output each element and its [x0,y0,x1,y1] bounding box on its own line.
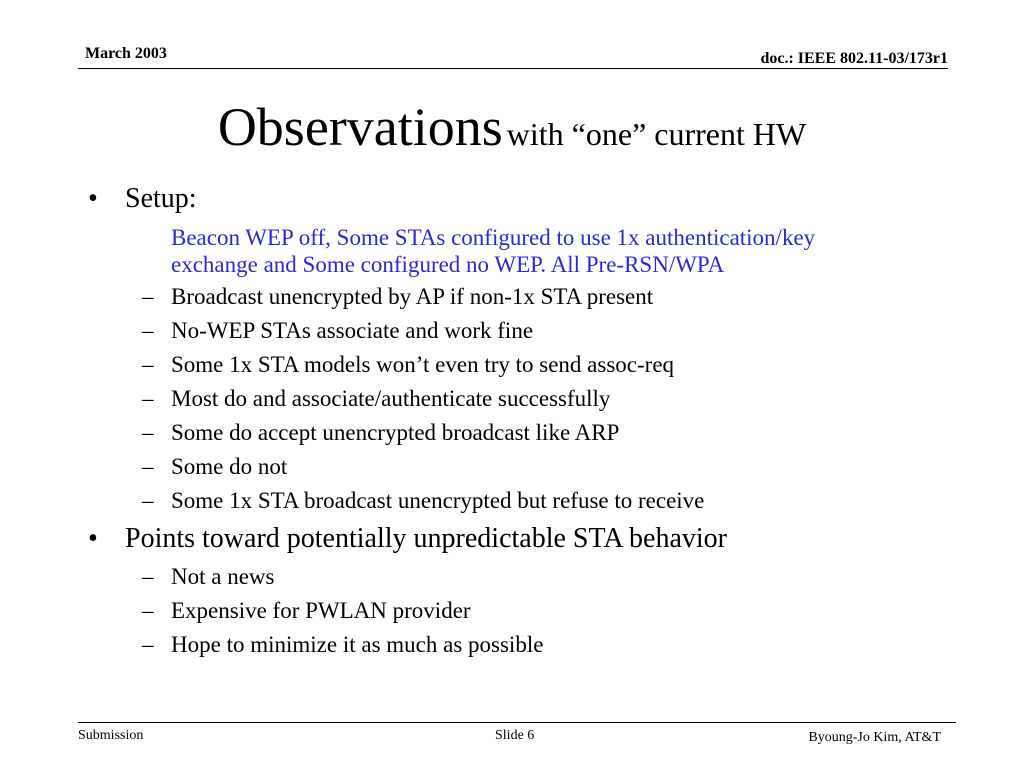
dash-mark: – [142,284,154,309]
setup-item [142,352,675,378]
dash-mark: – [142,420,154,445]
dash-mark: – [142,632,154,657]
title-sub: with “one” current HW [506,116,807,152]
slide-title [0,97,1024,157]
dash-mark: – [142,386,154,411]
points-item [142,564,275,590]
dash-mark: – [142,352,154,377]
setup-note [171,224,991,278]
header-doc-id: doc.: IEEE 802.11-03/173r1 [760,50,948,67]
footer-author: Byoung-Jo Kim, AT&T [808,730,941,745]
dash-mark: – [142,488,154,513]
title-main: Observations [217,97,503,157]
setup-item [142,284,654,310]
points-item-text: Expensive for PWLAN provider [171,598,471,623]
setup-item [142,454,288,480]
setup-note-line-1: Beacon WEP off, Some STAs configured to use 1x authentication/key [171,225,816,250]
points-item [142,632,544,658]
setup-item [142,318,534,344]
setup-note-line-2: exchange and Some configured no WEP. All Pre-RSN/WPA [171,252,725,277]
dash-mark: – [142,564,154,589]
bullet-setup-label: Setup: [125,183,197,214]
bullet-mark: • [88,523,98,554]
footer-submission: Submission [78,728,144,743]
setup-item-text: Some do accept unencrypted broadcast like ARP [171,420,620,445]
footer-slide-number: Slide 6 [495,728,535,743]
setup-item-text: Some do not [171,454,288,479]
bullet-points [88,523,727,555]
setup-item [142,420,620,446]
setup-item-text: Some 1x STA models won’t even try to send assoc-req [171,352,675,377]
dash-mark: – [142,454,154,479]
setup-item [142,386,611,412]
bullet-points-label: Points toward potentially unpredictable STA behavior [125,523,727,554]
header-date: March 2003 [85,45,167,62]
footer-divider [78,722,956,723]
setup-item-text: Some 1x STA broadcast unencrypted but refuse to receive [171,488,705,513]
dash-mark: – [142,318,154,343]
header-divider [78,68,948,69]
setup-item [142,488,705,514]
points-item-text: Not a news [171,564,275,589]
bullet-mark: • [88,183,98,214]
setup-item-text: Broadcast unencrypted by AP if non-1x STA present [171,284,654,309]
points-item-text: Hope to minimize it as much as possible [171,632,544,657]
dash-mark: – [142,598,154,623]
points-item [142,598,471,624]
setup-item-text: No-WEP STAs associate and work fine [171,318,534,343]
bullet-setup [88,183,197,215]
setup-item-text: Most do and associate/authenticate successfully [171,386,611,411]
